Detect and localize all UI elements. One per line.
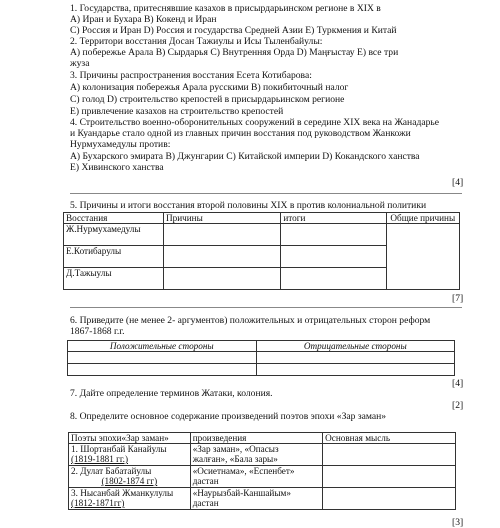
q5-table xyxy=(63,212,460,290)
score-mark-q7: [2] xyxy=(452,400,464,411)
q3-line2: А) колонизация побережья Арала русскими В) покибиточный налог xyxy=(70,82,349,93)
q6-answer-cell[interactable] xyxy=(68,364,257,376)
q3-line1: 3. Причины распространения восстания Есета Котибарова: xyxy=(70,70,312,81)
works-line: «Осиетнама», «Еспенбет» xyxy=(192,466,295,476)
q6-table xyxy=(67,340,455,376)
q5-answer-cell[interactable] xyxy=(164,224,281,246)
q8-header-row xyxy=(69,433,456,444)
q4-line2: и Куандарье стало одной из главных причин восстания под руководством Жанкожи xyxy=(70,128,411,139)
works-line: «Наурызбай-Каншайым» xyxy=(192,488,291,498)
q7-text: 7. Дайте определение терминов Жатаки, колония. xyxy=(70,388,273,399)
q8-row xyxy=(69,466,456,488)
q8-poet-cell xyxy=(69,488,191,510)
q5-row-label: Д.Тажыулы xyxy=(64,268,164,290)
q5-header-row xyxy=(64,213,460,224)
q1-line1: 1. Государства, притеснявшие казахов в присырдарьинском регионе в XIX в xyxy=(70,3,381,14)
q6-line2: 1867-1868 г.г. xyxy=(70,326,125,337)
q4-line5: Е) Хивинского ханства xyxy=(70,162,164,173)
q3-line3: С) голод D) строительство крепостей в присырдарьинском регионе xyxy=(70,94,345,105)
q4-line3: Нурмухамедулы против: xyxy=(70,139,171,150)
score-mark-q1-4: [4] xyxy=(452,177,464,188)
q6-header-cell: Отрицательные стороны xyxy=(256,341,454,352)
q1-line2: А) Иран и Бухара В) Кокенд и Иран xyxy=(70,14,217,25)
q8-header-cell: Основная мысль xyxy=(323,433,456,444)
q5-header-cell: Причины xyxy=(164,213,281,224)
poet-name: 2. Дулат Бабатайулы xyxy=(71,466,152,476)
q8-works-cell xyxy=(190,488,322,510)
works-line: дастан xyxy=(192,498,219,508)
q8-works-cell xyxy=(190,466,322,488)
q6-header-row xyxy=(68,341,455,352)
score-mark-q5: [7] xyxy=(452,293,464,304)
q2-line3: жуза xyxy=(70,58,90,69)
q6-line1: 6. Приведите (не менее 2- аргументов) положительных и отрицательных сторон реформ xyxy=(70,315,431,326)
works-line: жалған», «Бала зары» xyxy=(192,454,278,464)
q8-row xyxy=(69,488,456,510)
q8-answer-cell[interactable] xyxy=(323,466,456,488)
q5-row-label: Ж.Нурмухамедулы xyxy=(64,224,164,246)
q3-line4: Е) привлечение казахов на строительство крепостей xyxy=(70,106,284,117)
q5-row-label: Е.Котибарулы xyxy=(64,246,164,268)
poet-years: (1802-1874 гг) xyxy=(101,476,158,486)
q5-header-cell: Восстания xyxy=(64,213,164,224)
q8-poet-cell xyxy=(69,444,191,466)
q5-header-cell: Общие причины xyxy=(386,213,459,224)
poet-years: (1812-1871гг) xyxy=(71,498,125,508)
q5-header-cell: итоги xyxy=(281,213,386,224)
q8-header-cell: Поэты эпохи«Зар заман» xyxy=(69,433,191,444)
q6-header-cell: Положительные стороны xyxy=(68,341,257,352)
score-mark-q6: [4] xyxy=(452,378,464,389)
section-divider xyxy=(70,307,462,308)
q8-row xyxy=(69,444,456,466)
q5-answer-cell[interactable] xyxy=(281,246,386,268)
q2-line2: А) побережье Арала В) Сырдарья С) Внутренняя Орда D) Маңғыстау Е) все три xyxy=(70,47,399,58)
q2-line1: 2. Территори восстания Досан Тажиулы и Исы Тыленбайулы: xyxy=(70,36,323,47)
q6-row xyxy=(68,352,455,364)
q5-answer-cell[interactable] xyxy=(281,268,386,290)
q5-answer-cell[interactable] xyxy=(164,268,281,290)
q5-answer-cell[interactable] xyxy=(164,246,281,268)
section-divider xyxy=(70,193,462,194)
q8-header-cell: произведения xyxy=(190,433,322,444)
works-line: дастан xyxy=(192,476,219,486)
q8-works-cell xyxy=(190,444,322,466)
q8-table xyxy=(68,432,456,510)
poet-name: 1. Шортанбай Канайулы xyxy=(71,444,167,454)
works-line: «Зар заман», «Опасыз xyxy=(192,444,279,454)
q5-answer-cell[interactable] xyxy=(281,224,386,246)
score-mark-q8: [3] xyxy=(452,517,464,528)
q1-line3: С) Россия и Иран D) Россия и государства Средней Азии Е) Туркмения и Китай xyxy=(70,25,397,36)
q8-title: 8. Определите основное содержание произведений поэтов эпохи «Зар заман» xyxy=(70,411,387,422)
q4-line1: 4. Строительство военно-оборонительных сооружений в середине XIX века на Жанадарье xyxy=(70,117,440,128)
poet-name: 3. Нысанбай Жманкулулы xyxy=(71,488,174,498)
q8-answer-cell[interactable] xyxy=(323,488,456,510)
q6-answer-cell[interactable] xyxy=(256,352,454,364)
q6-answer-cell[interactable] xyxy=(256,364,454,376)
q8-answer-cell[interactable] xyxy=(323,444,456,466)
q8-poet-cell xyxy=(69,466,191,488)
q6-row xyxy=(68,364,455,376)
q5-answer-cell[interactable] xyxy=(386,224,459,290)
q4-line4: А) Бухарского эмирата В) Джунгарии С) Китайской империи D) Кокандского ханства xyxy=(70,151,420,162)
poet-years: (1819-1881 гг.) xyxy=(71,454,129,464)
q5-title: 5. Причины и итоги восстания второй половины XIX в против колониальной политики xyxy=(70,200,427,211)
q5-row xyxy=(64,224,460,246)
q6-answer-cell[interactable] xyxy=(68,352,257,364)
